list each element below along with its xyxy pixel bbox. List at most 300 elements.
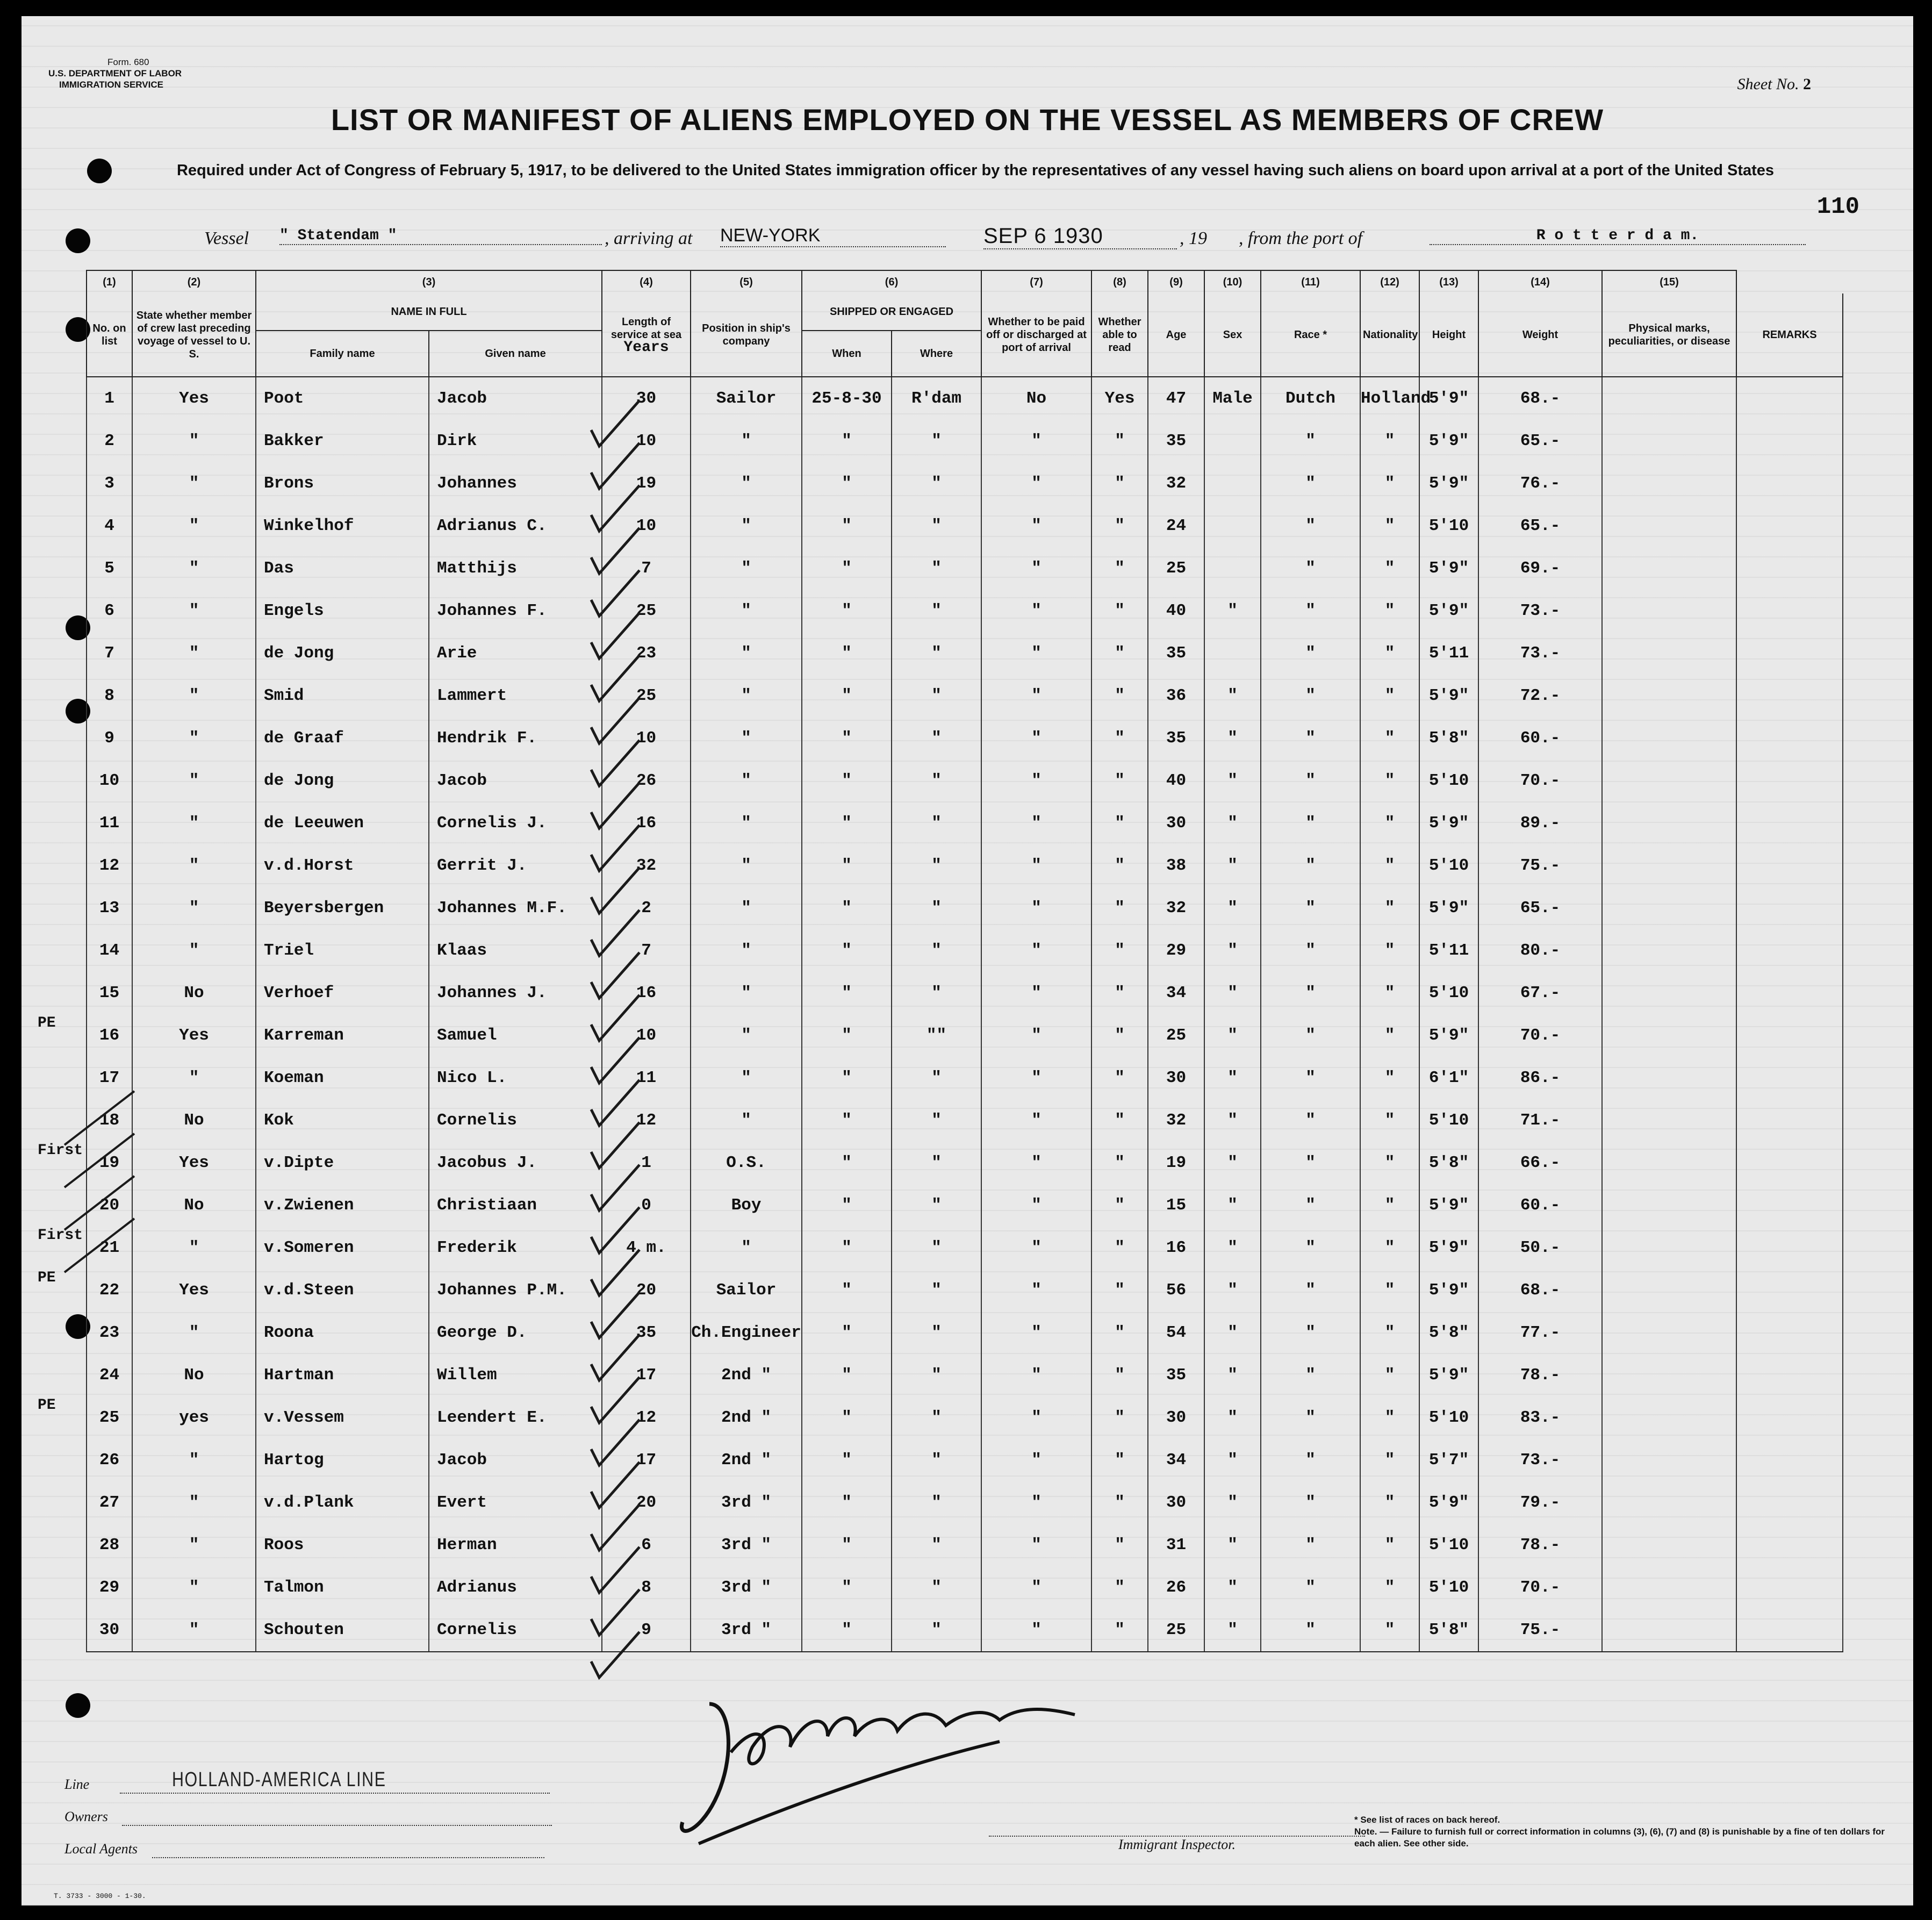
cell-height: 5'9" xyxy=(1419,1184,1478,1227)
cell-position: " xyxy=(691,505,802,547)
cell-shipped-when: " xyxy=(802,1184,892,1227)
cell-marks xyxy=(1602,1439,1736,1481)
cell-sex: " xyxy=(1204,1481,1261,1524)
cell-remarks xyxy=(1736,1354,1843,1396)
cell-paid-off: " xyxy=(981,1227,1091,1269)
cell-row-number: 15 xyxy=(87,972,132,1014)
cell-row-number: 8 xyxy=(87,675,132,717)
cell-shipped-when: " xyxy=(802,887,892,929)
cell-race: " xyxy=(1261,929,1360,972)
cell-row-number: 6 xyxy=(87,590,132,632)
cell-weight: 73.- xyxy=(1478,590,1602,632)
cell-weight: 86.- xyxy=(1478,1057,1602,1099)
cell-given-name: Willem xyxy=(429,1354,602,1396)
cell-row-number: 16 xyxy=(87,1014,132,1057)
cell-row-number: 18 xyxy=(87,1099,132,1142)
inspector-signature xyxy=(666,1693,1150,1854)
cell-age: 16 xyxy=(1148,1227,1204,1269)
cell-position: Sailor xyxy=(691,1269,802,1312)
cell-race: " xyxy=(1261,1099,1360,1142)
col-num-1: (1) xyxy=(87,270,132,293)
cell-marks xyxy=(1602,675,1736,717)
cell-height: 5'9" xyxy=(1419,802,1478,844)
cell-given-name: Jacobus J. xyxy=(429,1142,602,1184)
cell-nationality: " xyxy=(1360,1481,1419,1524)
cell-weight: 78.- xyxy=(1478,1524,1602,1566)
cell-nationality: " xyxy=(1360,505,1419,547)
table-row xyxy=(87,1481,1843,1524)
cell-race: " xyxy=(1261,1439,1360,1481)
cell-age: 24 xyxy=(1148,505,1204,547)
cell-position: Ch.Engineer xyxy=(691,1312,802,1354)
cell-family-name: Beyersbergen xyxy=(256,887,429,929)
cell-previous-voyage: " xyxy=(132,1566,256,1609)
cell-given-name: Lammert xyxy=(429,675,602,717)
cell-given-name: Johannes J. xyxy=(429,972,602,1014)
cell-years-at-sea: 0 xyxy=(602,1184,691,1227)
cell-age: 32 xyxy=(1148,887,1204,929)
cell-weight: 65.- xyxy=(1478,505,1602,547)
department-name: U.S. DEPARTMENT OF LABOR xyxy=(48,68,182,78)
cell-age: 35 xyxy=(1148,420,1204,462)
vessel-name: " Statendam " xyxy=(279,227,602,245)
cell-given-name: Herman xyxy=(429,1524,602,1566)
cell-race: " xyxy=(1261,1227,1360,1269)
cell-nationality: " xyxy=(1360,929,1419,972)
cell-family-name: v.d.Steen xyxy=(256,1269,429,1312)
cell-shipped-where: " xyxy=(892,675,981,717)
cell-years-at-sea: 17 xyxy=(602,1354,691,1396)
cell-weight: 76.- xyxy=(1478,462,1602,505)
cell-family-name: Smid xyxy=(256,675,429,717)
cell-height: 5'8" xyxy=(1419,1142,1478,1184)
cell-race: " xyxy=(1261,1312,1360,1354)
cell-race: " xyxy=(1261,887,1360,929)
cell-height: 5'9" xyxy=(1419,1014,1478,1057)
cell-row-number: 1 xyxy=(87,377,132,420)
cell-nationality: " xyxy=(1360,760,1419,802)
cell-able-to-read: " xyxy=(1091,887,1148,929)
cell-row-number: 2 xyxy=(87,420,132,462)
cell-nationality: " xyxy=(1360,590,1419,632)
cell-sex xyxy=(1204,632,1261,675)
cell-height: 5'9" xyxy=(1419,377,1478,420)
cell-years-at-sea: 17 xyxy=(602,1439,691,1481)
years-label: Years xyxy=(623,339,669,356)
cell-age: 32 xyxy=(1148,1099,1204,1142)
cell-family-name: Poot xyxy=(256,377,429,420)
cell-weight: 73.- xyxy=(1478,632,1602,675)
cell-weight: 60.- xyxy=(1478,717,1602,760)
cell-race: " xyxy=(1261,760,1360,802)
cell-weight: 75.- xyxy=(1478,1609,1602,1652)
cell-position: Sailor xyxy=(691,377,802,420)
cell-family-name: de Leeuwen xyxy=(256,802,429,844)
cell-years-at-sea: 8 xyxy=(602,1566,691,1609)
cell-race: " xyxy=(1261,972,1360,1014)
cell-sex: " xyxy=(1204,1524,1261,1566)
cell-shipped-when: " xyxy=(802,1099,892,1142)
cell-remarks xyxy=(1736,972,1843,1014)
cell-race: " xyxy=(1261,675,1360,717)
cell-family-name: v.Someren xyxy=(256,1227,429,1269)
cell-given-name: Samuel xyxy=(429,1014,602,1057)
print-code: T. 3733 - 3000 - 1-30. xyxy=(54,1892,146,1900)
cell-age: 40 xyxy=(1148,760,1204,802)
cell-remarks xyxy=(1736,377,1843,420)
cell-remarks xyxy=(1736,1142,1843,1184)
cell-marks xyxy=(1602,887,1736,929)
cell-shipped-where: R'dam xyxy=(892,377,981,420)
col-num-3: (3) xyxy=(256,270,602,293)
cell-able-to-read: " xyxy=(1091,632,1148,675)
cell-nationality: " xyxy=(1360,802,1419,844)
cell-given-name: Hendrik F. xyxy=(429,717,602,760)
cell-position: 3rd " xyxy=(691,1524,802,1566)
cell-remarks xyxy=(1736,802,1843,844)
cell-shipped-where: " xyxy=(892,1057,981,1099)
cell-weight: 79.- xyxy=(1478,1481,1602,1524)
cell-previous-voyage: " xyxy=(132,844,256,887)
cell-race: " xyxy=(1261,1142,1360,1184)
cell-given-name: Arie xyxy=(429,632,602,675)
cell-family-name: Talmon xyxy=(256,1566,429,1609)
cell-age: 54 xyxy=(1148,1312,1204,1354)
cell-sex: " xyxy=(1204,1184,1261,1227)
cell-sex: " xyxy=(1204,590,1261,632)
header-height: Height xyxy=(1419,293,1478,377)
cell-position: 2nd " xyxy=(691,1354,802,1396)
cell-weight: 71.- xyxy=(1478,1099,1602,1142)
cell-paid-off: " xyxy=(981,844,1091,887)
cell-previous-voyage: Yes xyxy=(132,1269,256,1312)
cell-weight: 68.- xyxy=(1478,377,1602,420)
cell-remarks xyxy=(1736,1057,1843,1099)
cell-remarks xyxy=(1736,717,1843,760)
cell-remarks xyxy=(1736,632,1843,675)
cell-nationality: " xyxy=(1360,1269,1419,1312)
cell-age: 40 xyxy=(1148,590,1204,632)
crew-table-body xyxy=(87,377,1843,1652)
cell-sex: " xyxy=(1204,1269,1261,1312)
header-able-read: Whether able to read xyxy=(1091,293,1148,377)
cell-shipped-where: " xyxy=(892,1524,981,1566)
col-num-14: (14) xyxy=(1478,270,1602,293)
cell-race: " xyxy=(1261,1566,1360,1609)
cell-weight: 50.- xyxy=(1478,1227,1602,1269)
cell-shipped-where: " xyxy=(892,1099,981,1142)
cell-years-at-sea: 10 xyxy=(602,717,691,760)
table-row xyxy=(87,972,1843,1014)
cell-race: " xyxy=(1261,1354,1360,1396)
cell-paid-off: " xyxy=(981,802,1091,844)
cell-able-to-read: " xyxy=(1091,1524,1148,1566)
cell-years-at-sea: 6 xyxy=(602,1524,691,1566)
cell-remarks xyxy=(1736,1312,1843,1354)
cell-family-name: Hartog xyxy=(256,1439,429,1481)
cell-height: 5'9" xyxy=(1419,1354,1478,1396)
cell-years-at-sea: 16 xyxy=(602,972,691,1014)
cell-marks xyxy=(1602,717,1736,760)
cell-position: " xyxy=(691,1014,802,1057)
cell-race: " xyxy=(1261,505,1360,547)
inspector-label: Immigrant Inspector. xyxy=(989,1836,1365,1853)
cell-sex: " xyxy=(1204,1142,1261,1184)
cell-row-number: 13 xyxy=(87,887,132,929)
cell-previous-voyage: Yes xyxy=(132,1142,256,1184)
cell-able-to-read: " xyxy=(1091,1014,1148,1057)
cell-height: 5'10 xyxy=(1419,844,1478,887)
table-row xyxy=(87,1184,1843,1227)
cell-age: 25 xyxy=(1148,1014,1204,1057)
cell-paid-off: " xyxy=(981,1184,1091,1227)
cell-family-name: Koeman xyxy=(256,1057,429,1099)
cell-paid-off: " xyxy=(981,1099,1091,1142)
cell-sex xyxy=(1204,420,1261,462)
table-row xyxy=(87,1269,1843,1312)
cell-able-to-read: " xyxy=(1091,462,1148,505)
cell-age: 15 xyxy=(1148,1184,1204,1227)
table-row xyxy=(87,1439,1843,1481)
margin-note: First xyxy=(38,1227,83,1244)
cell-marks xyxy=(1602,1354,1736,1396)
cell-sex xyxy=(1204,547,1261,590)
cell-previous-voyage: " xyxy=(132,929,256,972)
cell-sex: " xyxy=(1204,929,1261,972)
table-row xyxy=(87,377,1843,420)
cell-remarks xyxy=(1736,420,1843,462)
cell-shipped-where: " xyxy=(892,1269,981,1312)
cell-previous-voyage: No xyxy=(132,972,256,1014)
cell-nationality: " xyxy=(1360,1184,1419,1227)
cell-age: 30 xyxy=(1148,1481,1204,1524)
cell-shipped-where: " xyxy=(892,590,981,632)
cell-race: " xyxy=(1261,1014,1360,1057)
cell-marks xyxy=(1602,1184,1736,1227)
cell-shipped-where: " xyxy=(892,1566,981,1609)
cell-able-to-read: " xyxy=(1091,1099,1148,1142)
cell-remarks xyxy=(1736,462,1843,505)
cell-row-number: 3 xyxy=(87,462,132,505)
cell-previous-voyage: Yes xyxy=(132,377,256,420)
cell-given-name: Johannes xyxy=(429,462,602,505)
table-row xyxy=(87,1609,1843,1652)
cell-weight: 66.- xyxy=(1478,1142,1602,1184)
cell-paid-off: " xyxy=(981,1014,1091,1057)
cell-given-name: Johannes F. xyxy=(429,590,602,632)
cell-marks xyxy=(1602,1396,1736,1439)
cell-nationality: " xyxy=(1360,420,1419,462)
cell-remarks xyxy=(1736,547,1843,590)
cell-previous-voyage: " xyxy=(132,590,256,632)
table-row xyxy=(87,1566,1843,1609)
cell-row-number: 9 xyxy=(87,717,132,760)
cell-able-to-read: " xyxy=(1091,1354,1148,1396)
cell-years-at-sea: 4 m. xyxy=(602,1227,691,1269)
races-note: * See list of races on back hereof. xyxy=(1354,1815,1500,1825)
cell-shipped-when: 25-8-30 xyxy=(802,377,892,420)
margin-note: First xyxy=(38,1142,83,1159)
cell-height: 5'10 xyxy=(1419,1566,1478,1609)
cell-marks xyxy=(1602,590,1736,632)
cell-race: " xyxy=(1261,632,1360,675)
cell-paid-off: No xyxy=(981,377,1091,420)
cell-position: 3rd " xyxy=(691,1481,802,1524)
cell-previous-voyage: Yes xyxy=(132,1014,256,1057)
cell-able-to-read: " xyxy=(1091,675,1148,717)
cell-paid-off: " xyxy=(981,1142,1091,1184)
col-num-9: (9) xyxy=(1148,270,1204,293)
table-row xyxy=(87,547,1843,590)
cell-weight: 65.- xyxy=(1478,420,1602,462)
cell-nationality: " xyxy=(1360,1142,1419,1184)
form-number: Form. 680 xyxy=(107,57,149,67)
cell-able-to-read: " xyxy=(1091,1396,1148,1439)
cell-position: O.S. xyxy=(691,1142,802,1184)
cell-nationality: " xyxy=(1360,1439,1419,1481)
cell-age: 35 xyxy=(1148,1354,1204,1396)
table-row xyxy=(87,1354,1843,1396)
cell-marks xyxy=(1602,1142,1736,1184)
cell-row-number: 25 xyxy=(87,1396,132,1439)
owners-label: Owners xyxy=(64,1809,108,1824)
cell-marks xyxy=(1602,1609,1736,1652)
cell-height: 5'9" xyxy=(1419,590,1478,632)
cell-paid-off: " xyxy=(981,1439,1091,1481)
cell-height: 5'9" xyxy=(1419,887,1478,929)
margin-note: PE xyxy=(38,1015,56,1031)
cell-shipped-when: " xyxy=(802,929,892,972)
cell-able-to-read: " xyxy=(1091,1312,1148,1354)
cell-years-at-sea: 25 xyxy=(602,675,691,717)
col-num-10: (10) xyxy=(1204,270,1261,293)
cell-shipped-when: " xyxy=(802,505,892,547)
cell-race: " xyxy=(1261,1057,1360,1099)
crew-table xyxy=(86,270,1843,1652)
cell-years-at-sea: 9 xyxy=(602,1609,691,1652)
cell-age: 31 xyxy=(1148,1524,1204,1566)
cell-nationality: " xyxy=(1360,1396,1419,1439)
cell-row-number: 11 xyxy=(87,802,132,844)
cell-marks xyxy=(1602,929,1736,972)
table-row xyxy=(87,760,1843,802)
cell-position: " xyxy=(691,1227,802,1269)
cell-age: 30 xyxy=(1148,1057,1204,1099)
cell-height: 5'9" xyxy=(1419,1269,1478,1312)
header-family-name: Family name xyxy=(256,331,429,377)
header-remarks: REMARKS xyxy=(1736,293,1843,377)
cell-remarks xyxy=(1736,1439,1843,1481)
cell-previous-voyage: " xyxy=(132,632,256,675)
cell-given-name: Dirk xyxy=(429,420,602,462)
cell-able-to-read: " xyxy=(1091,1609,1148,1652)
table-row xyxy=(87,675,1843,717)
cell-nationality: " xyxy=(1360,887,1419,929)
col-num-15: (15) xyxy=(1602,270,1736,293)
cell-able-to-read: " xyxy=(1091,420,1148,462)
cell-age: 36 xyxy=(1148,675,1204,717)
header-position: Position in ship's company xyxy=(691,293,802,377)
cell-paid-off: " xyxy=(981,717,1091,760)
cell-marks xyxy=(1602,1312,1736,1354)
table-row xyxy=(87,1524,1843,1566)
cell-row-number: 27 xyxy=(87,1481,132,1524)
cell-weight: 75.- xyxy=(1478,844,1602,887)
cell-able-to-read: Yes xyxy=(1091,377,1148,420)
sheet-number-label: Sheet No. xyxy=(1737,75,1799,93)
cell-shipped-where: " xyxy=(892,972,981,1014)
cell-sex: " xyxy=(1204,675,1261,717)
line-stamp: HOLLAND-AMERICA LINE xyxy=(172,1768,386,1791)
cell-given-name: Cornelis xyxy=(429,1099,602,1142)
cell-previous-voyage: yes xyxy=(132,1396,256,1439)
manifest-sheet xyxy=(21,16,1913,1905)
cell-nationality: Holland xyxy=(1360,377,1419,420)
cell-marks xyxy=(1602,972,1736,1014)
cell-paid-off: " xyxy=(981,1396,1091,1439)
cell-row-number: 24 xyxy=(87,1354,132,1396)
cell-height: 5'10 xyxy=(1419,760,1478,802)
cell-given-name: Cornelis J. xyxy=(429,802,602,844)
cell-weight: 73.- xyxy=(1478,1439,1602,1481)
cell-position: " xyxy=(691,1057,802,1099)
cell-nationality: " xyxy=(1360,675,1419,717)
agents-underline xyxy=(152,1841,544,1858)
cell-shipped-where: " xyxy=(892,1227,981,1269)
cell-age: 38 xyxy=(1148,844,1204,887)
cell-nationality: " xyxy=(1360,1524,1419,1566)
cell-race: " xyxy=(1261,462,1360,505)
cell-given-name: Evert xyxy=(429,1481,602,1524)
cell-able-to-read: " xyxy=(1091,1184,1148,1227)
cell-paid-off: " xyxy=(981,929,1091,972)
cell-nationality: " xyxy=(1360,1227,1419,1269)
cell-given-name: Christiaan xyxy=(429,1184,602,1227)
cell-paid-off: " xyxy=(981,760,1091,802)
cell-sex: " xyxy=(1204,972,1261,1014)
cell-position: " xyxy=(691,760,802,802)
cell-years-at-sea: 12 xyxy=(602,1099,691,1142)
cell-previous-voyage: " xyxy=(132,1439,256,1481)
cell-given-name: Johannes P.M. xyxy=(429,1269,602,1312)
header-shipped: SHIPPED OR ENGAGED xyxy=(802,293,981,331)
cell-weight: 65.- xyxy=(1478,887,1602,929)
cell-previous-voyage: No xyxy=(132,1099,256,1142)
cell-shipped-where: " xyxy=(892,1481,981,1524)
cell-shipped-when: " xyxy=(802,972,892,1014)
cell-remarks xyxy=(1736,1099,1843,1142)
cell-age: 34 xyxy=(1148,1439,1204,1481)
cell-family-name: Bakker xyxy=(256,420,429,462)
cell-shipped-where: " xyxy=(892,887,981,929)
cell-sex: " xyxy=(1204,760,1261,802)
cell-race: " xyxy=(1261,1269,1360,1312)
cell-height: 5'9" xyxy=(1419,420,1478,462)
cell-previous-voyage: " xyxy=(132,675,256,717)
cell-height: 5'9" xyxy=(1419,1481,1478,1524)
cell-weight: 89.- xyxy=(1478,802,1602,844)
cell-nationality: " xyxy=(1360,1566,1419,1609)
cell-age: 25 xyxy=(1148,1609,1204,1652)
cell-given-name: Johannes M.F. xyxy=(429,887,602,929)
col-num-2: (2) xyxy=(132,270,256,293)
cell-remarks xyxy=(1736,844,1843,887)
cell-height: 5'11 xyxy=(1419,929,1478,972)
cell-shipped-when: " xyxy=(802,420,892,462)
cell-shipped-when: " xyxy=(802,1057,892,1099)
cell-remarks xyxy=(1736,1014,1843,1057)
cell-family-name: Das xyxy=(256,547,429,590)
